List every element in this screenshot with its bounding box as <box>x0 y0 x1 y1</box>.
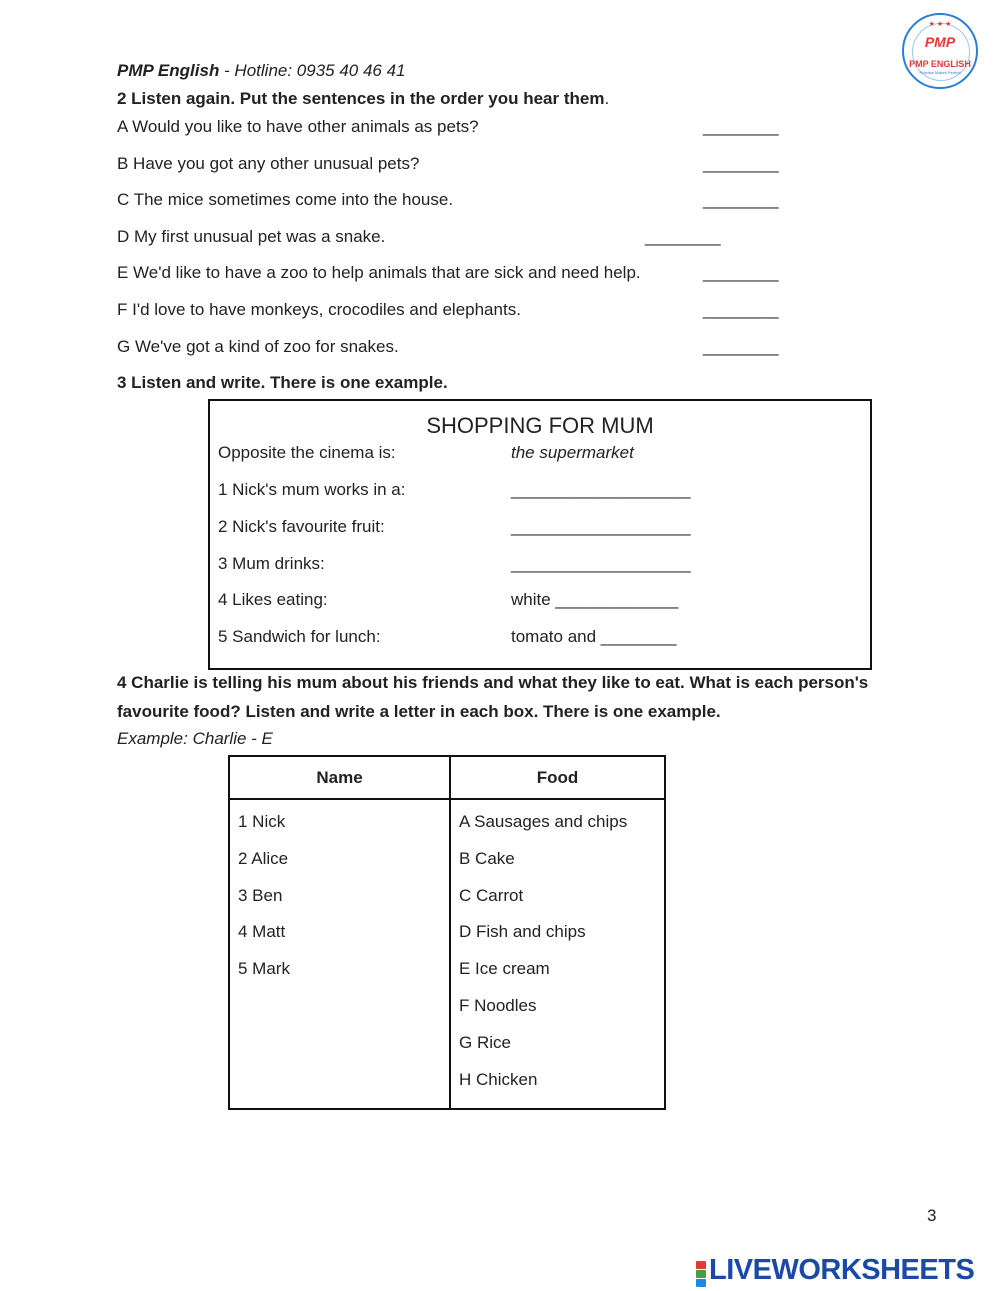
order-item-a: A Would you like to have other animals as pets? <box>117 117 479 136</box>
list-item-food: D Fish and chips <box>459 922 586 942</box>
header-line <box>117 61 406 81</box>
list-item-food: A Sausages and chips <box>459 812 628 831</box>
foods-column <box>450 799 665 1109</box>
liveworksheets-logo[interactable] <box>696 1254 974 1286</box>
list-item-food: B Cake <box>459 848 515 868</box>
order-item-g: G We've got a kind of zoo for snakes. <box>117 337 399 356</box>
shop-label-5: 5 Sandwich for lunch: <box>218 627 381 646</box>
section2-title: 2 Listen again. Put the sentences in the order you hear them. <box>117 89 610 108</box>
shop-label-2: 2 Nick's favourite fruit: <box>218 517 385 536</box>
shop-label-3: 3 Mum drinks: <box>218 554 325 573</box>
list-item-name: 3 Ben <box>238 885 283 905</box>
list-item-name: 2 Alice <box>238 848 289 868</box>
shop-answer-1[interactable]: ___________________ <box>511 480 691 499</box>
list-item-food: H Chicken <box>459 1069 538 1089</box>
logo-tagline: Practice Makes Perfect <box>919 70 961 75</box>
shop-answer-example: the supermarket <box>511 443 634 462</box>
order-item-c: C The mice sometimes come into the house. <box>117 190 454 209</box>
list-item-food: F Noodles <box>459 995 537 1015</box>
shop-answer-3[interactable]: ___________________ <box>511 554 691 573</box>
list-item-name: 1 Nick <box>238 812 286 831</box>
shopping-box-title: SHOPPING FOR MUM <box>426 413 654 438</box>
list-item-food: E Ice cream <box>459 959 550 979</box>
shopping-box <box>208 399 872 670</box>
page-number: 3 <box>927 1206 937 1225</box>
liveworksheets-text: LIVEWORKSHEETS <box>709 1254 975 1286</box>
answer-blank-d[interactable]: ________ <box>645 227 721 246</box>
order-item-e: E We'd like to have a zoo to help animals that are sick and need help. <box>117 263 641 282</box>
shop-label-1: 1 Nick's mum works in a: <box>218 480 406 499</box>
table-header-name: Name <box>229 756 450 799</box>
answer-blank-b[interactable]: ________ <box>703 154 779 173</box>
answer-blank-c[interactable]: ________ <box>703 190 779 209</box>
list-item-food: G Rice <box>459 1032 511 1052</box>
pmp-english-logo: ★ ★ ★ PMP PMP ENGLISH Practice Makes Perfect <box>902 13 978 89</box>
shop-answer-2[interactable]: ___________________ <box>511 517 691 536</box>
section4-title-line2: favourite food? Listen and write a letter in each box. There is one example. <box>117 702 721 721</box>
logo-name: PMP ENGLISH <box>909 59 971 69</box>
list-item-food: C Carrot <box>459 885 524 905</box>
list-item-name: 4 Matt <box>238 922 286 942</box>
liveworksheets-blocks-icon <box>696 1261 706 1288</box>
answer-blank-f[interactable]: ________ <box>703 300 779 319</box>
hotline: - Hotline: 0935 40 46 41 <box>219 61 406 80</box>
answer-blank-g[interactable]: ________ <box>703 337 779 356</box>
table-header-food: Food <box>450 756 665 799</box>
order-item-b: B Have you got any other unusual pets? <box>117 154 420 173</box>
shop-answer-5[interactable]: tomato and ________ <box>511 627 677 646</box>
answer-blank-e[interactable]: ________ <box>703 263 779 282</box>
section4-example: Example: Charlie - E <box>117 729 273 748</box>
section3-title: 3 Listen and write. There is one example. <box>117 373 448 392</box>
brand-name: PMP English <box>117 61 220 80</box>
order-item-d: D My first unusual pet was a snake. <box>117 227 386 246</box>
section4-title-line1: 4 Charlie is telling his mum about his friends and what they like to eat. What is each person's <box>117 673 869 692</box>
shop-answer-4[interactable]: white _____________ <box>511 590 679 609</box>
names-column <box>229 799 450 1109</box>
list-item-name: 5 Mark <box>238 959 290 979</box>
logo-mark: PMP <box>924 34 956 50</box>
food-table <box>228 755 666 1110</box>
shop-label-4: 4 Likes eating: <box>218 590 328 609</box>
shop-label-example: Opposite the cinema is: <box>218 443 396 462</box>
answer-blank-a[interactable]: ________ <box>703 117 779 136</box>
order-item-f: F I'd love to have monkeys, crocodiles and elephants. <box>117 300 521 319</box>
